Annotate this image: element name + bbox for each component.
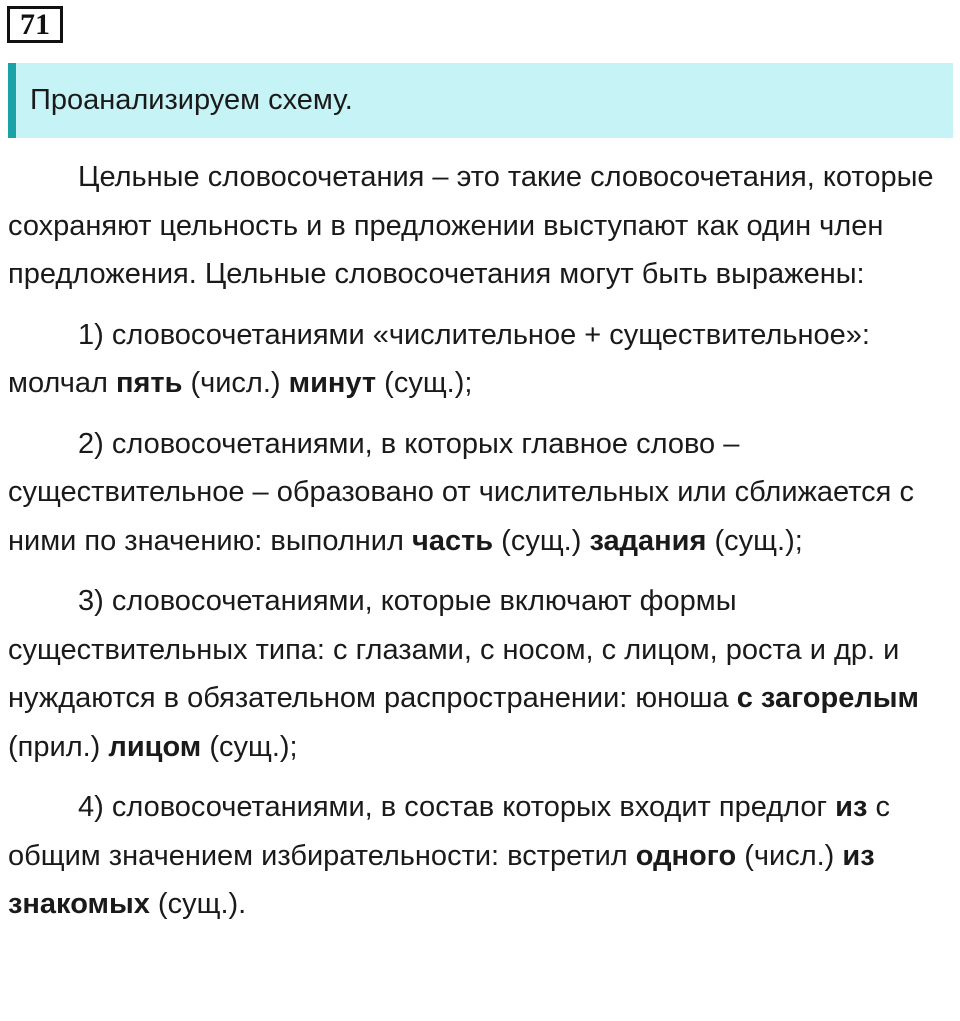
list-item-4 bbox=[8, 783, 948, 929]
task-number: 71 bbox=[7, 6, 63, 43]
item-text: (прил.) bbox=[8, 730, 109, 763]
item-text: 4) словосочетаниями, в состав которых входит предлог bbox=[78, 791, 836, 823]
bold-word: с загорелым bbox=[736, 682, 919, 714]
item-text: (сущ.); bbox=[376, 367, 473, 399]
list-item-3 bbox=[8, 577, 948, 771]
answer-text bbox=[8, 153, 948, 941]
item-text: (сущ.) bbox=[493, 524, 590, 557]
bold-word: часть bbox=[411, 524, 494, 557]
bold-word: лицом bbox=[108, 730, 202, 763]
bold-word: пять bbox=[115, 367, 183, 399]
bold-word: одного bbox=[635, 839, 737, 872]
bold-word: задания bbox=[589, 524, 707, 557]
item-text: (сущ.); bbox=[706, 524, 803, 557]
item-text: (числ.) bbox=[736, 839, 843, 872]
item-text: 1) словосочетаниями «числительное + существительное»: молчал bbox=[8, 318, 870, 399]
list-item-1 bbox=[8, 311, 948, 408]
bold-word: из знакомых bbox=[8, 839, 875, 920]
bold-word: минут bbox=[288, 367, 377, 399]
item-text: (сущ.). bbox=[149, 888, 247, 920]
item-text: 3) словосочетаниями, которые включают формы существительных типа: с глазами, с носом, с лицом, роста и др. и нуждаются в обязательном распространении: юноша bbox=[8, 585, 900, 714]
item-text: (числ.) bbox=[182, 367, 289, 399]
item-text: (сущ.); bbox=[201, 730, 298, 763]
item-text: с общим значением избирательности: встретил bbox=[8, 791, 890, 872]
item-text: 2) словосочетаниями, в которых главное слово – существительное – образовано от числительных или сближается с ними по значению: выполнил bbox=[8, 427, 914, 557]
list-item-2 bbox=[8, 420, 948, 566]
intro-paragraph: Цельные словосочетания – это такие словосочетания, которые сохраняют цельность и в предложении выступают как один член предложения. Цельные словосочетания могут быть выражены: bbox=[8, 161, 934, 290]
instruction-banner bbox=[8, 63, 953, 138]
bold-word: из bbox=[835, 791, 868, 823]
banner-text: Проанализируем схему. bbox=[30, 84, 353, 116]
